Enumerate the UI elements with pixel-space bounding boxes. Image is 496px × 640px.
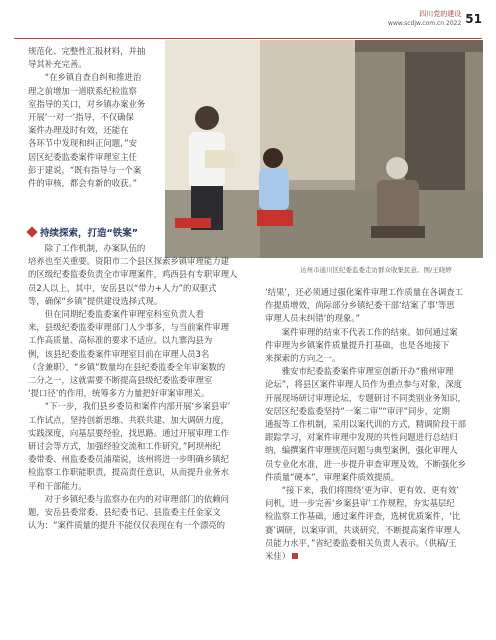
paragraph-line: 来探索的方向之一。 <box>265 353 341 364</box>
paragraph-line: “下一步，我们县乡委员和案件内部开展‘乡案县审’ <box>44 401 231 412</box>
paragraph-line: 题，安岳县委常委、县纪委书记、县监委主任金家文 <box>28 507 221 518</box>
paragraph-line: 等，确保“乡镇”提供建设选择式现。 <box>28 295 163 306</box>
closing-text: 米佳） <box>265 551 291 562</box>
paragraph-line: 作提质增效，尚际部分乡镇纪委干部‘结案了事’等思 <box>265 300 455 311</box>
paragraph-line: 除了工作机制，办案队伍的 <box>44 243 146 253</box>
photo-caption: 达州市通川区纪委监委走访群众收集民意。图/王晓婷 <box>300 266 452 274</box>
paragraph-line: “接下来，我们将围绕‘更为审、更有效、更有效’ <box>281 485 459 496</box>
paragraph-line: 件的审核，都会有新的收获。” <box>28 178 138 189</box>
paragraph-line: 二分之一，这就需要不断提高县级纪委监委审理室 <box>28 375 213 386</box>
paragraph-line: 件审理为乡镇案件质量提升打基础，也是各地接下 <box>265 339 450 350</box>
paragraph-line: 员专业化水准，进一步提升审查审理及效，不断强化乡 <box>265 458 466 469</box>
paragraph-line: 的区级纪委监委负责全市审理案件，鸡西县有专职审理人 <box>28 269 238 280</box>
paragraph-line: ‘提口径’的作用，统筹多方力量把好审案审理关。 <box>28 388 210 399</box>
paragraph-line: 培养也至关重要。资阳市二个县区探索乡镇审理能力建 <box>28 256 229 267</box>
paragraph-line: （含兼职），“乡镇”数量均在县纪委监委全年审案数的 <box>28 361 226 372</box>
paragraph-line-last <box>265 550 480 563</box>
paragraph-line: 各环节中发现和纠正问题，”安 <box>28 138 138 149</box>
paragraph-line: 委带委、州监委委员浦瑞说，该州将进一步明确乡镇纪 <box>28 454 229 465</box>
paragraph-line: 审理人员未纠错’的现象。” <box>265 313 360 324</box>
paragraph-line: 检监察工作基础，通过案件评查，选树优质案件，‘比 <box>265 511 461 522</box>
paragraph-line: 研讨会等方式，加强经验交流和工作研究，”阿坝州纪 <box>28 441 221 452</box>
paragraph-line: 认为：“案件质量的提升不能仅仅表现在有一个漂亮的 <box>28 520 225 531</box>
paragraph-line: 室指导的关口，对乡镇办案业务 <box>28 98 146 109</box>
left-column-bottom <box>28 242 258 532</box>
right-column-bottom <box>265 286 480 563</box>
page-header <box>388 10 482 28</box>
paragraph-line: 平和干部能力。 <box>28 480 87 491</box>
paragraph-line: 开展现场研讨审理论坛，专题研讨不同类别业务知识， <box>265 392 466 403</box>
paragraph-line: 例，该县纪委监委案件审理室目前在审理人员3名 <box>28 348 210 359</box>
paragraph-line: 案件办理及时有效，还能在 <box>28 125 129 136</box>
paragraph-line: 跟踪学习，对案件审理中发现的共性问题进行总结归 <box>265 432 458 443</box>
paragraph-line: 彭于建说，“既有指导与一个案 <box>28 164 142 175</box>
paragraph-line: 纳，编撰案件审理规范问题与典型案例，强化审理人 <box>265 445 458 456</box>
intro-line-2: 导其补充完善。 <box>28 59 87 70</box>
paragraph-line: 对于乡镇纪委与监察办在内的对审理部门的依赖问 <box>44 493 230 504</box>
paragraph-line: 问机，进一步完善‘乡案县审’工作规程，夯实基层纪 <box>265 498 455 509</box>
paragraph-line: 开展‘一对一’指导，不仅确保 <box>28 112 134 123</box>
paragraph-line: 理之前增加一道联系纪检监察 <box>28 85 137 96</box>
section-heading <box>28 225 138 239</box>
paragraph-line: 论坛”，将县区案件审理人员作为重点参与对象，深度 <box>265 379 462 390</box>
paragraph-line: 案件审理的结束不代表工作的结束。如何通过案 <box>281 326 458 337</box>
paragraph-line: 雅安市纪委监委案件审理室创新开办“雅州审理 <box>281 366 454 377</box>
paragraph-line: ‘结果’，还必须通过强化案件审理工作质量在各调查工 <box>265 287 463 297</box>
left-column-top <box>28 45 158 190</box>
paragraph-line: 员能力水平，”省纪委监委相关负责人表示。（供稿/王 <box>265 537 457 548</box>
heading-marker-icon <box>26 226 37 237</box>
paragraph-line: 工作高质量、高标准的要求不适应。以九寨沟县为 <box>28 335 213 346</box>
paragraph-line: 检监察工作职能职责，提高责任意识，从而提升业务水 <box>28 467 229 478</box>
magazine-name: 四川党的建设 <box>419 10 462 18</box>
paragraph-line: 安居区纪委监委坚持“一案二审”“审评”同步，定期 <box>265 405 450 416</box>
paragraph-line: 工作试点，坚持创新思维、共联共建、加大调研力度， <box>28 414 229 425</box>
paragraph-line: 通报等工作机制，采用以案代训的方式，精调阶段干部 <box>265 419 466 430</box>
paragraph-line: 居区纪委监委案件审理室主任 <box>28 151 137 162</box>
article-photo <box>165 40 483 258</box>
header-divider <box>14 38 482 39</box>
paragraph-line: 赛’调研，以案审训，共谈研究，不断提高案件审理人 <box>265 524 461 535</box>
section-heading-text: 持续探索，打造“铁案” <box>40 228 138 239</box>
paragraph-line: 员2人以上，其中，安岳县以“带力+人力”的双驱式 <box>28 282 217 293</box>
intro-line-1: 规范化、完整性汇报材料，并抽 <box>28 46 146 56</box>
paragraph-line: 件质量“硬本”，审理案件质效提质。 <box>265 471 400 482</box>
photo-illustration <box>165 40 483 258</box>
page-number: 51 <box>465 12 482 26</box>
paragraph-line: 实践深度，向基层要经验，找思路。通过开展审理工作 <box>28 427 229 438</box>
end-mark-icon <box>292 553 298 559</box>
paragraph-line: 来，县级纪委监委审理部门人少事多，与当前案件审理 <box>28 322 229 333</box>
paragraph-line: 但在同期纪委监委案件审理室科室负责人看 <box>44 309 204 320</box>
header-meta <box>388 10 461 28</box>
paragraph-line: “在乡镇自查自纠和推进治 <box>44 72 142 83</box>
magazine-url: www.scdjw.com.cn 2022 <box>388 20 462 27</box>
